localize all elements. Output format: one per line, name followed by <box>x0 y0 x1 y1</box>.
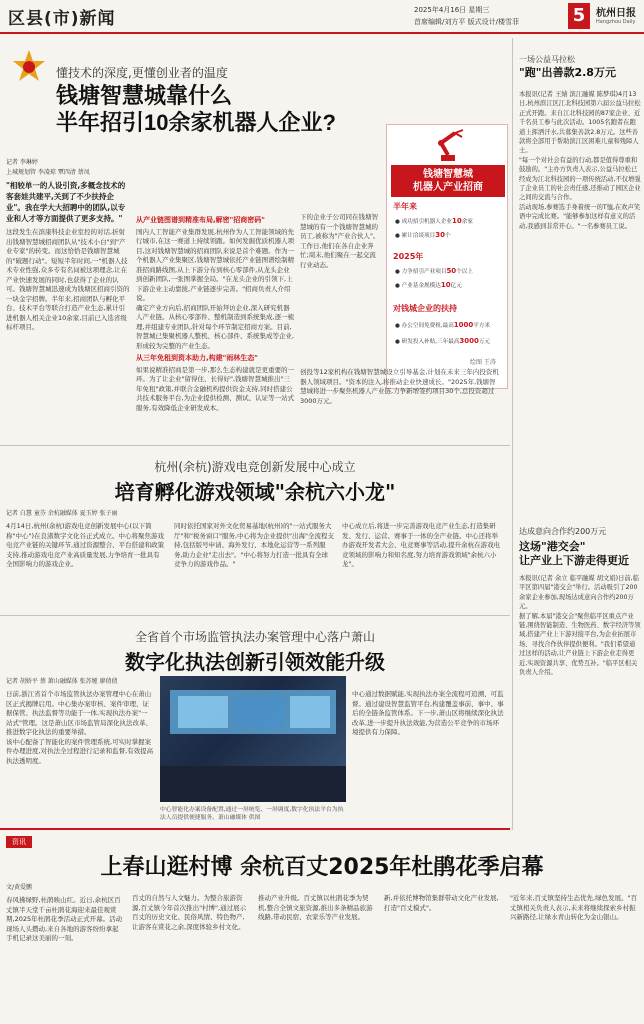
marathon-headline: "跑"出善款2.8万元 <box>519 66 616 79</box>
right-column <box>512 38 644 830</box>
enforcement-byline: 记者 胡娇平 蔡 萧山融媒体 张苏娅 廖倩倩 <box>6 678 118 685</box>
body-paragraph: 推动产业升级。百丈镇以杜鹃花季为契机,整合全镇文旅资源,推出多条精品旅游线路,带动民宿、农家乐等产业发展。 <box>258 894 373 921</box>
lead-body-column <box>136 213 296 413</box>
science-badge-icon <box>10 48 48 86</box>
body-paragraph: 4月14日,杭州(余杭)游戏电竞创新发展中心(以下简称"中心")在良渚数字文化谷正式成立。中心将聚焦游戏电竞产业链的关键环节,通过资源整合、平台搭建和政策支持,推动游戏电竞产业高质量发展,力争培育一批具有全国影响力的游戏企业。 <box>6 522 165 568</box>
esports-subtitle: 杭州(余杭)游戏电竞创新发展中心成立 <box>154 460 356 474</box>
body-paragraph: 日前,浙江省首个市场监管执法办案管理中心在萧山区正式揭牌启用。中心集办案审核、案件审理、证据保管、执法监督等功能于一体,实现执法办案"一站式"管理。这是萧山区市场监管局深化执法改革、推进数字化执法的重要举措。 该中心配备了智能化的案件管理系统,可实时掌握案件办理进度,对执法全过程进行记录和监督,有效提高执法透明度。 <box>6 690 154 765</box>
infographic-item: ● 产业基金规模达10亿元 <box>395 281 462 289</box>
esports-story <box>0 446 510 616</box>
control-room-photo <box>160 676 346 802</box>
enforcement-story <box>0 616 510 830</box>
infographic-section: 对钱城企业的扶持 <box>393 304 457 313</box>
esports-headline: 培育孵化游戏领域"余杭六小龙" <box>114 480 396 504</box>
section-heading: 从产业链图谱到精准布局,解密"招商密码" <box>136 216 265 224</box>
infographic-item: ● 研发投入补贴,三年最高3000万元 <box>395 337 491 345</box>
body-paragraph: 下的企业子公司同在钱塘智慧城的有一个钱塘智慧城的员工,被称为"产业合伙人"。工作日,他们在各自企业奔忙;周末,他们聚在一起交流行业动态。 <box>300 213 380 269</box>
lead-intro-column <box>6 158 130 333</box>
body-paragraph: 新,并依托博物馆集群带动文化产业发展,打造"百丈模式"。 <box>384 894 499 912</box>
body-paragraph: 中心通过数据赋能,实现执法办案全流程可追溯、可监督。通过建设智慧监管平台,构建覆盖事前、事中、事后的全链条监管体系。下一步,萧山区将继续深化执法改革,进一步提升执法效能,为营造公平竞争的市场环境提供有力保障。 <box>352 690 504 736</box>
body-paragraph: 如果说精准招商是第一步,那么生态构建就是更重要的一环。为了让企业"留得住、长得好",钱塘智慧城推出"三年免租"政策,并联合金融机构提供资金支持,同时搭建公共技术服务平台,为企业提供检测、测试、认证等一站式服务,有效降低企业研发成本。 <box>136 365 295 412</box>
expo-headline: 这场"港交会" 让产业上下游走得更近 <box>519 540 629 567</box>
photo-caption: 中心智能化办案设备配置,通过一屏统览、一屏调度,数字化执法平台为执法人员提供便捷服务。萧山融媒体 供图 <box>160 807 344 821</box>
infographic-panel <box>386 124 508 389</box>
azalea-byline: 文/黄爱鹏 <box>6 884 33 891</box>
lead-lede: "相较单一的人设引资,多概念技术的客套娃共建平,关到了不少扶持企业"。我在学大大招聘中的团队,以专业和人才等方面提供了更多支持。" <box>6 181 126 223</box>
body-paragraph: 本报讯(记者 余立 临平融媒 胡文娟)日前,临平区第四届"港交会"举行。活动吸引了200余家企业参加,现场达成意向合作约200万元。 据了解,本届"港交会"聚焦临平区重点产业链,围绕智能制造、生物医药、数字经济等领域,搭建产业上下游对接平台,为企业拓展市场、寻找合作伙伴提供便利。"我们希望通过这样的活动,让产业链上下游企业走得更近,实现资源共享、优势互补。"临平区相关负责人介绍。 <box>519 575 641 677</box>
body-paragraph: 百丈的自然与人文魅力。为整合旅游资源,百丈镇今年首次推出"村博",通过展示百丈的历史文化、民俗风情、特色物产,让游客在赏花之余,深度体验乡村文化。 <box>132 894 247 931</box>
section-heading: 从三年免租到资本助力,构建"雨林生态" <box>136 354 258 362</box>
page-header <box>0 0 644 34</box>
infographic-item: ● 成功招引机器人企业10余家 <box>395 217 473 225</box>
body-paragraph: 同时依托国家对外文化贸易基地(杭州)的"一站式服务大厅"和"税务窗口"服务,中心将为企业提供"出海"全流程支持,包括版号申请、海外发行、本地化运营等一系列服务,助力企业"走出去"。"中心将努力打造一批具有全球竞争力的游戏作品。" <box>174 522 335 568</box>
newspaper-logo: 杭州日报 <box>596 8 636 19</box>
infographic-title: 钱塘智慧城 机器人产业招商 <box>391 165 505 197</box>
body-paragraph: 本报讯(记者 王婧 滨江融媒 陈梦琪)4月13日,杭州滨江区江北科技园第六届公益马拉松正式开跑。来自江北科技园的87家企业、近千名员工参与此次活动。1005名跑者在跑道上挥洒汗水,共募集善款2.8万元。这些善款将全部用于帮助滨江区困难儿童和残障人士。 "每一个对社会有益的行动,都是值得尊重和鼓励的。"主办方负责人表示,公益马拉松已经成为江北科技园的一项传统活动,不仅增强了企业员工的社会责任感,还推动了园区企业之间的交流与合作。 活动现场,参赛选手身着统一的T恤,在欢声笑语中完成比赛。"能够参加这样有意义的活动,我感到非常开心。"一名参赛员工说。 <box>519 91 641 230</box>
body-paragraph: 创投等12家机构在钱塘智慧城设立引导基金,计划在未来三年内投资机器人领域项目。"资本的注入,将推动企业快速成长。"2025年,钱塘智慧城将进一步聚焦机器人产业链,力争新增签约项目30个,总投资超过3000万元。 <box>300 368 499 405</box>
issue-date: 2025年4月16日 星期三 <box>414 6 490 14</box>
lead-side-column <box>300 213 380 270</box>
infographic-credit: 绘图 王涛 <box>470 359 496 366</box>
editor-credits: 首席编辑/刘方平 版式设计/楼雪菲 <box>414 18 519 26</box>
infographic-item: ● 累计洽谈项目30个 <box>395 231 451 239</box>
enforcement-subtitle: 全省首个市场监管执法办案管理中心落户萧山 <box>134 630 375 644</box>
azalea-headline: 上春山逛村博 余杭百丈2025年杜鹃花季启幕 <box>100 855 544 880</box>
marathon-subtitle: 一场公益马拉松 <box>519 55 575 64</box>
body-paragraph: "近年来,百丈镇坚持生态优先,绿色发展。"百丈镇相关负责人表示,未来将继续探索乡村振兴新路径,让绿水青山转化为金山银山。 <box>510 894 638 921</box>
infographic-section: 2025年 <box>393 252 424 261</box>
lead-subtitle: 懂技术的深度,更懂创业者的温度 <box>56 66 228 80</box>
body-paragraph: 确定产业方向后,招商团队开始拜访企业,深入研究机器人产业链。从核心零部件、整机制造到系统集成,逐一梳理,并组建专业团队,针对每个环节制定招商方案。目前,智慧城已集聚机器人整机、核心部件、系统集成等企业,形成较为完整的产业生态。 <box>136 303 295 350</box>
lead-headline: 钱塘智慧城靠什么 半年招引10余家机器人企业? <box>56 83 336 135</box>
news-tag: 资讯 <box>6 836 32 848</box>
enforcement-headline: 数字化执法创新引领效能升级 <box>125 650 385 674</box>
azalea-story <box>0 832 644 1024</box>
page-number: 5 <box>568 3 590 29</box>
section-title: 区县(市)新闻 <box>8 9 116 29</box>
lead-story <box>0 38 510 446</box>
robot-arm-icon <box>417 127 477 163</box>
lead-bottom-column <box>300 368 500 406</box>
newspaper-logo-sub: Hangzhou Daily <box>596 19 636 25</box>
lead-intro-text: 这段发生在滨康科技企业室控的对话,折射出钱塘智慧城招商团队从"技术小白"到"产业专家"的转变。而这恰恰是钱塘智慧城的"破题行动"。短短半年时间,一"机器人技术专业性强,众多专有名词被这项理念,让在产业快速发展的同时,也获得了企业的认可。钱塘智慧城迅速成为钱塘区招商引资的一块金字招牌。半年来,招商团队与孵化平台、技术平台等联合打造产业生态,累计引进机器人相关企业10余家,目前已入选省级标杆项目。 <box>6 228 130 331</box>
body-paragraph: 中心成立后,将进一步完善游戏电竞产业生态,打造集研发、发行、运营、赛事于一体的全产业链。中心还将举办游戏开发者大会、电竞赛事等活动,提升余杭在游戏电竞领域的影响力和知名度,努力培育游戏领域"余杭六小龙"。 <box>342 522 501 568</box>
infographic-item: ● 办公空间免费租,最高1000平方米 <box>395 321 491 329</box>
esports-byline: 记者 白慧 童芬 余杭融媒体 夏玉婷 张子丽 <box>6 510 118 517</box>
lead-byline: 记者 李琳婷 上城规划管 李凌琼 覃四清 蔡凤 <box>6 159 90 176</box>
infographic-section: 半年来 <box>393 202 417 211</box>
body-paragraph: 国内人工智能产业集群发展,杭州作为人工智能领域的先行城市,在这一赛道上持续领跑。如何发掘优质机器人项目,这对钱塘智慧城的招商团队来说是首个难题。作为一个机器人产业集聚区,钱塘智慧城依托产业链图谱绘制精准招商路线图,从上下游分布到核心零部件,从龙头企业到创新团队,一张图掌握全局。"在龙头企业的引领下,上下游企业主动靠拢,产业链逐步完善。"招商负责人介绍说。 <box>136 227 295 302</box>
body-paragraph: 春风拂绿野,杜鹃映山红。近日,余杭区百丈镇半天堂千亩杜鹃花海迎来最佳观赏期,2025年杜鹃花季活动正式开幕。活动现场人头攒动,来自各地的游客纷纷拿起手机记录这美丽的一刻。 <box>6 896 123 942</box>
infographic-item: ● 力争招引产业项目50个以上 <box>395 267 473 275</box>
expo-subtitle: 达成意向合作约200万元 <box>519 527 607 536</box>
